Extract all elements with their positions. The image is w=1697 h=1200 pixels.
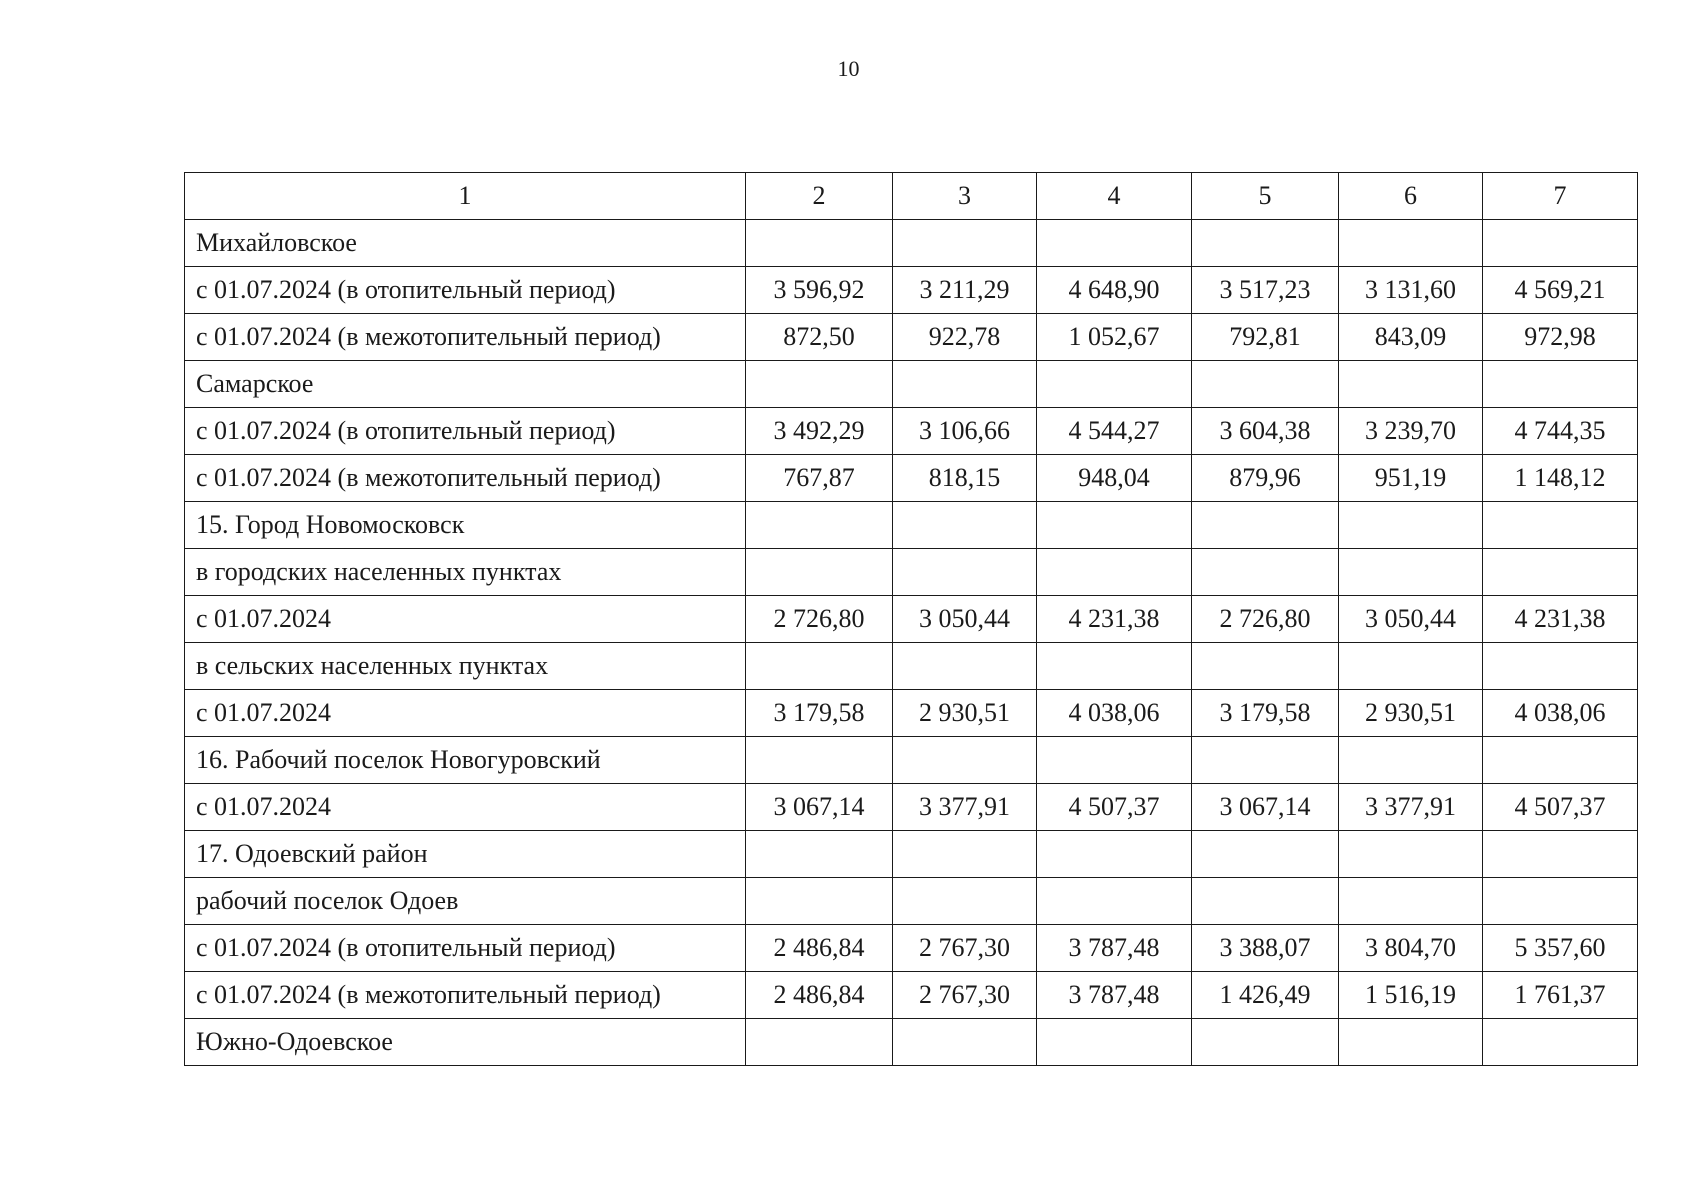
value-cell — [1037, 220, 1192, 267]
row-label-cell: с 01.07.2024 (в отопительный период) — [185, 267, 746, 314]
value-cell: 4 038,06 — [1037, 690, 1192, 737]
table-row — [185, 408, 1638, 455]
value-cell: 4 544,27 — [1037, 408, 1192, 455]
value-cell: 1 052,67 — [1037, 314, 1192, 361]
column-number-cell: 1 — [185, 173, 746, 220]
value-cell: 3 179,58 — [746, 690, 893, 737]
value-cell: 2 726,80 — [746, 596, 893, 643]
row-label-cell: рабочий поселок Одоев — [185, 878, 746, 925]
value-cell — [1192, 502, 1339, 549]
value-cell — [1339, 220, 1483, 267]
value-cell: 3 179,58 — [1192, 690, 1339, 737]
value-cell — [893, 220, 1037, 267]
value-cell — [1037, 737, 1192, 784]
value-cell: 879,96 — [1192, 455, 1339, 502]
value-cell — [746, 643, 893, 690]
value-cell — [1339, 643, 1483, 690]
value-cell: 3 067,14 — [1192, 784, 1339, 831]
table-body — [185, 173, 1638, 1066]
table-row — [185, 596, 1638, 643]
column-number-cell: 2 — [746, 173, 893, 220]
value-cell: 1 426,49 — [1192, 972, 1339, 1019]
value-cell — [893, 831, 1037, 878]
value-cell: 792,81 — [1192, 314, 1339, 361]
value-cell — [1483, 737, 1638, 784]
table-row — [185, 549, 1638, 596]
value-cell — [893, 878, 1037, 925]
value-cell: 4 648,90 — [1037, 267, 1192, 314]
value-cell: 1 761,37 — [1483, 972, 1638, 1019]
value-cell: 3 492,29 — [746, 408, 893, 455]
row-label-cell: 16. Рабочий поселок Новогуровский — [185, 737, 746, 784]
value-cell: 922,78 — [893, 314, 1037, 361]
value-cell: 3 131,60 — [1339, 267, 1483, 314]
column-number-cell: 3 — [893, 173, 1037, 220]
table-row — [185, 455, 1638, 502]
value-cell — [1483, 549, 1638, 596]
value-cell — [746, 737, 893, 784]
value-cell: 3 106,66 — [893, 408, 1037, 455]
row-label-cell: с 01.07.2024 — [185, 596, 746, 643]
value-cell — [1192, 737, 1339, 784]
row-label-cell: Михайловское — [185, 220, 746, 267]
value-cell: 4 231,38 — [1483, 596, 1638, 643]
value-cell: 3 050,44 — [893, 596, 1037, 643]
table-row — [185, 361, 1638, 408]
value-cell: 767,87 — [746, 455, 893, 502]
row-label-cell: в сельских населенных пунктах — [185, 643, 746, 690]
value-cell — [1037, 361, 1192, 408]
table-row — [185, 267, 1638, 314]
value-cell: 951,19 — [1339, 455, 1483, 502]
table-row — [185, 972, 1638, 1019]
value-cell: 3 604,38 — [1192, 408, 1339, 455]
value-cell: 3 804,70 — [1339, 925, 1483, 972]
value-cell — [1037, 643, 1192, 690]
row-label-cell: Самарское — [185, 361, 746, 408]
value-cell — [1192, 220, 1339, 267]
table-row — [185, 737, 1638, 784]
value-cell — [1483, 220, 1638, 267]
value-cell — [1037, 1019, 1192, 1066]
value-cell: 2 767,30 — [893, 925, 1037, 972]
value-cell — [746, 549, 893, 596]
value-cell — [1339, 737, 1483, 784]
value-cell — [1192, 361, 1339, 408]
value-cell — [1339, 878, 1483, 925]
value-cell — [1483, 1019, 1638, 1066]
value-cell: 3 211,29 — [893, 267, 1037, 314]
table-row — [185, 1019, 1638, 1066]
value-cell: 4 744,35 — [1483, 408, 1638, 455]
row-label-cell: с 01.07.2024 (в межотопительный период) — [185, 455, 746, 502]
row-label-cell: с 01.07.2024 (в межотопительный период) — [185, 972, 746, 1019]
value-cell — [893, 361, 1037, 408]
table-row — [185, 220, 1638, 267]
value-cell — [893, 502, 1037, 549]
table-header-row — [185, 173, 1638, 220]
value-cell — [1192, 1019, 1339, 1066]
value-cell — [1483, 361, 1638, 408]
value-cell — [1037, 831, 1192, 878]
value-cell — [893, 1019, 1037, 1066]
column-number-cell: 4 — [1037, 173, 1192, 220]
table-row — [185, 925, 1638, 972]
value-cell — [1339, 549, 1483, 596]
value-cell: 3 388,07 — [1192, 925, 1339, 972]
row-label-cell: Южно-Одоевское — [185, 1019, 746, 1066]
value-cell — [1192, 643, 1339, 690]
table-row — [185, 831, 1638, 878]
value-cell: 948,04 — [1037, 455, 1192, 502]
value-cell — [1192, 831, 1339, 878]
value-cell: 2 486,84 — [746, 972, 893, 1019]
value-cell: 3 787,48 — [1037, 925, 1192, 972]
value-cell — [1483, 831, 1638, 878]
value-cell: 2 486,84 — [746, 925, 893, 972]
value-cell: 4 038,06 — [1483, 690, 1638, 737]
value-cell: 3 787,48 — [1037, 972, 1192, 1019]
table-row — [185, 643, 1638, 690]
value-cell — [1339, 831, 1483, 878]
value-cell: 3 596,92 — [746, 267, 893, 314]
value-cell — [1339, 502, 1483, 549]
value-cell: 2 930,51 — [1339, 690, 1483, 737]
value-cell — [893, 549, 1037, 596]
value-cell: 3 239,70 — [1339, 408, 1483, 455]
value-cell: 972,98 — [1483, 314, 1638, 361]
value-cell: 3 050,44 — [1339, 596, 1483, 643]
value-cell: 4 507,37 — [1037, 784, 1192, 831]
value-cell: 872,50 — [746, 314, 893, 361]
value-cell — [1037, 502, 1192, 549]
value-cell: 3 377,91 — [1339, 784, 1483, 831]
value-cell: 843,09 — [1339, 314, 1483, 361]
value-cell: 2 930,51 — [893, 690, 1037, 737]
value-cell: 4 231,38 — [1037, 596, 1192, 643]
value-cell — [746, 361, 893, 408]
table-row — [185, 314, 1638, 361]
row-label-cell: с 01.07.2024 (в отопительный период) — [185, 925, 746, 972]
value-cell: 1 516,19 — [1339, 972, 1483, 1019]
value-cell: 3 377,91 — [893, 784, 1037, 831]
value-cell — [1192, 549, 1339, 596]
value-cell: 3 517,23 — [1192, 267, 1339, 314]
tariff-table — [184, 172, 1638, 1066]
table-row — [185, 784, 1638, 831]
value-cell — [1483, 878, 1638, 925]
value-cell: 2 767,30 — [893, 972, 1037, 1019]
table-row — [185, 502, 1638, 549]
value-cell — [893, 737, 1037, 784]
table-row — [185, 690, 1638, 737]
value-cell — [746, 831, 893, 878]
value-cell — [1037, 549, 1192, 596]
row-label-cell: с 01.07.2024 — [185, 690, 746, 737]
value-cell — [746, 878, 893, 925]
value-cell — [1339, 361, 1483, 408]
row-label-cell: с 01.07.2024 (в отопительный период) — [185, 408, 746, 455]
value-cell: 2 726,80 — [1192, 596, 1339, 643]
column-number-cell: 5 — [1192, 173, 1339, 220]
value-cell — [1192, 878, 1339, 925]
row-label-cell: в городских населенных пунктах — [185, 549, 746, 596]
value-cell: 818,15 — [893, 455, 1037, 502]
row-label-cell: 17. Одоевский район — [185, 831, 746, 878]
table-row — [185, 878, 1638, 925]
value-cell — [1483, 502, 1638, 549]
row-label-cell: с 01.07.2024 (в межотопительный период) — [185, 314, 746, 361]
value-cell — [1483, 643, 1638, 690]
row-label-cell: 15. Город Новомосковск — [185, 502, 746, 549]
column-number-cell: 6 — [1339, 173, 1483, 220]
value-cell — [746, 1019, 893, 1066]
value-cell: 3 067,14 — [746, 784, 893, 831]
value-cell — [746, 220, 893, 267]
value-cell — [893, 643, 1037, 690]
page-number: 10 — [837, 56, 860, 81]
value-cell — [1037, 878, 1192, 925]
value-cell: 1 148,12 — [1483, 455, 1638, 502]
column-number-cell: 7 — [1483, 173, 1638, 220]
value-cell — [1339, 1019, 1483, 1066]
value-cell: 4 507,37 — [1483, 784, 1638, 831]
value-cell: 4 569,21 — [1483, 267, 1638, 314]
value-cell: 5 357,60 — [1483, 925, 1638, 972]
value-cell — [746, 502, 893, 549]
row-label-cell: с 01.07.2024 — [185, 784, 746, 831]
